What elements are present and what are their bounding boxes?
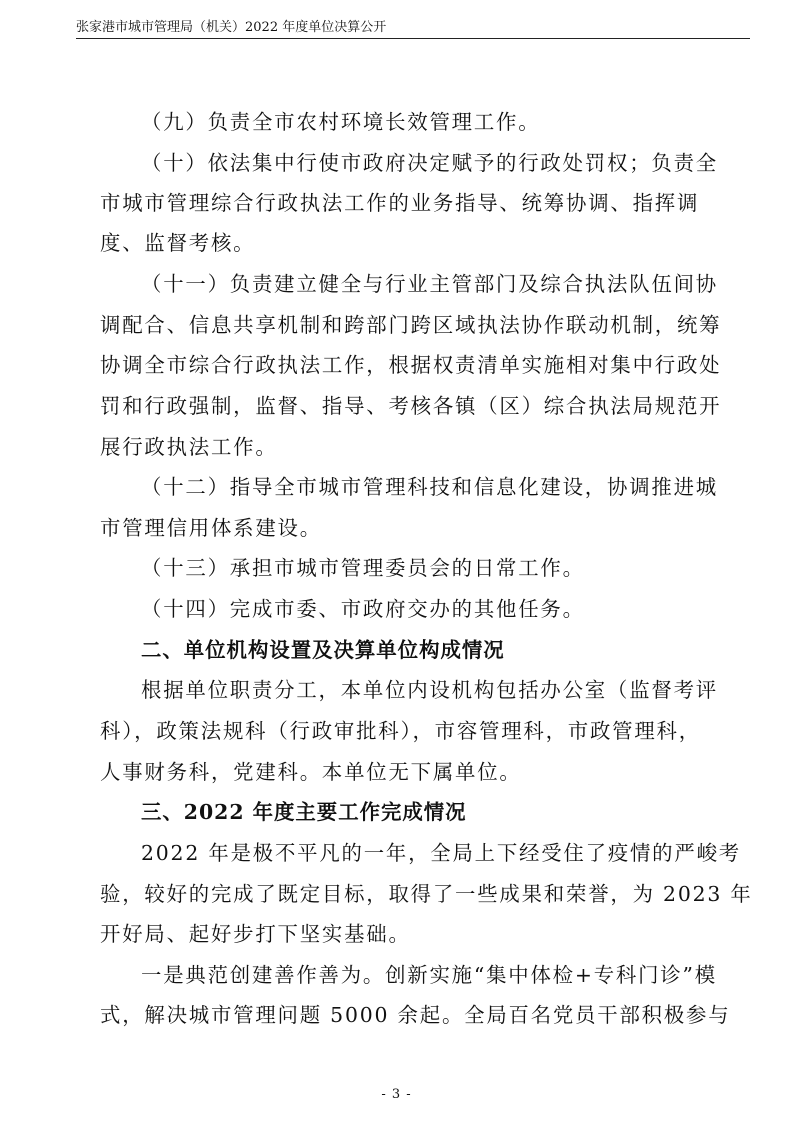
text-line: 根据单位职责分工，本单位内设机构包括办公室（监督考评: [141, 678, 718, 702]
text-line: 罚和行政强制，监督、指导、考核各镇（区）综合执法局规范开: [100, 394, 722, 418]
text-line: （九）负责全市农村环境长效管理工作。: [141, 110, 541, 134]
section-heading: 二、单位机构设置及决算单位构成情况: [141, 638, 505, 662]
text-line: 展行政执法工作。: [100, 435, 278, 459]
text-line: 式，解决城市管理问题 5000 余起。全局百名党员干部积极参与: [100, 1003, 731, 1027]
text-line: 调配合、信息共享机制和跨部门跨区域执法协作联动机制，统筹: [100, 313, 722, 337]
text-line: （十三）承担市城市管理委员会的日常工作。: [141, 556, 585, 580]
section-heading: 三、2022 年度主要工作完成情况: [141, 800, 467, 824]
text-line: 市城市管理综合行政执法工作的业务指导、统筹协调、指挥调: [100, 191, 700, 215]
page-header: [76, 12, 750, 39]
text-line: （十）依法集中行使市政府决定赋予的行政处罚权；负责全: [141, 151, 718, 175]
text-line: （十四）完成市委、市政府交办的其他任务。: [141, 597, 585, 621]
text-line: 协调全市综合行政执法工作，根据权责清单实施相对集中行政处: [100, 353, 722, 377]
text-line: 人事财务科，党建科。本单位无下属单位。: [100, 760, 522, 784]
text-line: 一是典范创建善作善为。创新实施“集中体检+专科门诊”模: [141, 963, 717, 987]
text-line: 2022 年是极不平凡的一年，全局上下经受住了疫情的严峻考: [141, 841, 741, 865]
page-number: - 3 -: [381, 1087, 412, 1102]
text-line: （十一）负责建立健全与行业主管部门及综合执法队伍间协: [141, 272, 718, 296]
text-line: 开好局、起好步打下坚实基础。: [100, 922, 411, 946]
text-line: （十二）指导全市城市管理科技和信息化建设，协调推进城: [141, 475, 718, 499]
text-line: 验，较好的完成了既定目标，取得了一些成果和荣誉，为 2023 年: [100, 882, 753, 906]
header-title: 张家港市城市管理局（机关）2022 年度单位决算公开: [76, 20, 387, 35]
text-line: 科），政策法规科（行政审批科），市容管理科，市政管理科，: [100, 719, 701, 743]
text-line: 度、监督考核。: [100, 231, 256, 255]
text-line: 市管理信用体系建设。: [100, 516, 322, 540]
